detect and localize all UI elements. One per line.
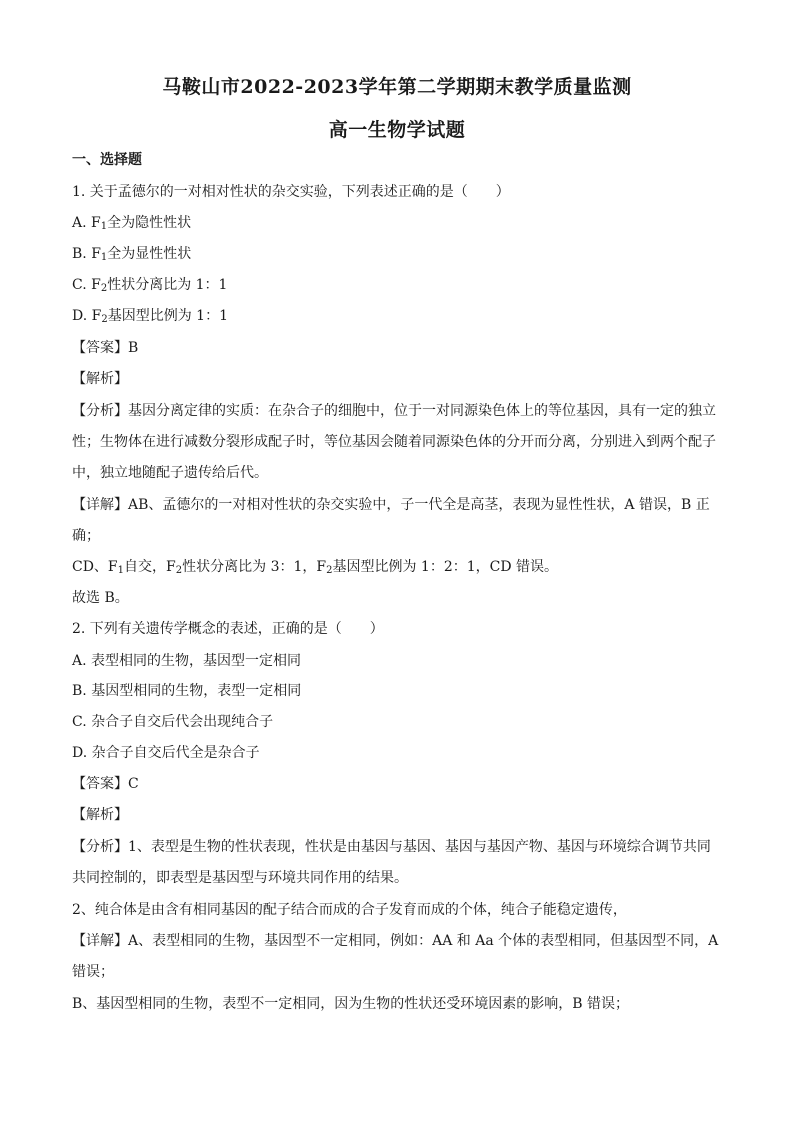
q1-analysis-line-3: 中，独立地随配子遗传给后代。 [72, 465, 268, 481]
q2-analysis-line-2: 共同控制的，即表型是基因型与环境共同作用的结果。 [72, 870, 408, 886]
q1-detail-line-1: 【详解】AB、孟德尔的一对相对性状的杂交实验中，子一代全是高茎，表现为显性性状，A 错误，B 正 [72, 497, 710, 513]
exam-title: 马鞍山市2022-2023学年第二学期期末教学质量监测 [162, 76, 632, 98]
exam-subtitle: 高一生物学试题 [328, 119, 466, 141]
q2-analysis-line-1: 【分析】1、表型是生物的性状表现，性状是由基因与基因、基因与基因产物、基因与环境综合调节共同 [72, 839, 711, 855]
q2-option-c: C. 杂合子自交后代会出现纯合子 [72, 714, 274, 730]
q2-option-a: A. 表型相同的生物，基因型一定相同 [72, 653, 302, 669]
q1-option-d: D. $F_2$基因型比例为 1：1 [72, 308, 228, 325]
q1-analysis-line-1: 【分析】基因分离定律的实质：在杂合子的细胞中，位于一对同源染色体上的等位基因，具有一定的独立 [72, 403, 716, 419]
q1-analysis-line-2: 性；生物体在进行减数分裂形成配子时，等位基因会随着同源染色体的分开而分离，分别进入到两个配子 [72, 434, 716, 450]
section-heading: 一、选择题 [72, 152, 142, 168]
q1-conclusion: 故选 B。 [72, 590, 129, 606]
q2-stem: 2. 下列有关遗传学概念的表述，正确的是（ ） [72, 621, 384, 637]
q1-jiexi-label: 【解析】 [72, 371, 128, 387]
q2-detail-line-1: 【详解】A、表型相同的生物，基因型不一定相同，例如：AA 和 Aa 个体的表型相同，但基因型不同，A [72, 933, 719, 949]
q2-answer: 【答案】C [72, 776, 139, 792]
q1-option-b: B. $F_1$全为显性性状 [72, 246, 192, 263]
q2-option-d: D. 杂合子自交后代全是杂合子 [72, 745, 260, 761]
q2-option-b: B. 基因型相同的生物，表型一定相同 [72, 683, 302, 699]
q2-detail-line-3: B、基因型相同的生物，表型不一定相同，因为生物的性状还受环境因素的影响，B 错误； [72, 996, 630, 1012]
q2-jiexi-label: 【解析】 [72, 807, 128, 823]
q2-detail-line-2: 错误； [72, 964, 114, 980]
q1-stem: 1. 关于孟德尔的一对相对性状的杂交实验，下列表述正确的是（ ） [72, 184, 510, 200]
q1-option-c: C. $F_2$性状分离比为 1：1 [72, 277, 228, 294]
q2-analysis-line-3: 2、纯合体是由含有相同基因的配子结合而成的合子发育而成的个体，纯合子能稳定遗传， [72, 902, 627, 918]
q1-detail-line-2: 确； [72, 528, 100, 544]
q1-answer: 【答案】B [72, 340, 139, 356]
q1-detail-cd-line: CD、$F_1$自交，$F_2$性状分离比为 3：1，$F_2$基因型比例为 1：2：1，CD 错误。 [72, 559, 559, 576]
q1-option-a: A. $F_1$全为隐性性状 [72, 215, 192, 232]
